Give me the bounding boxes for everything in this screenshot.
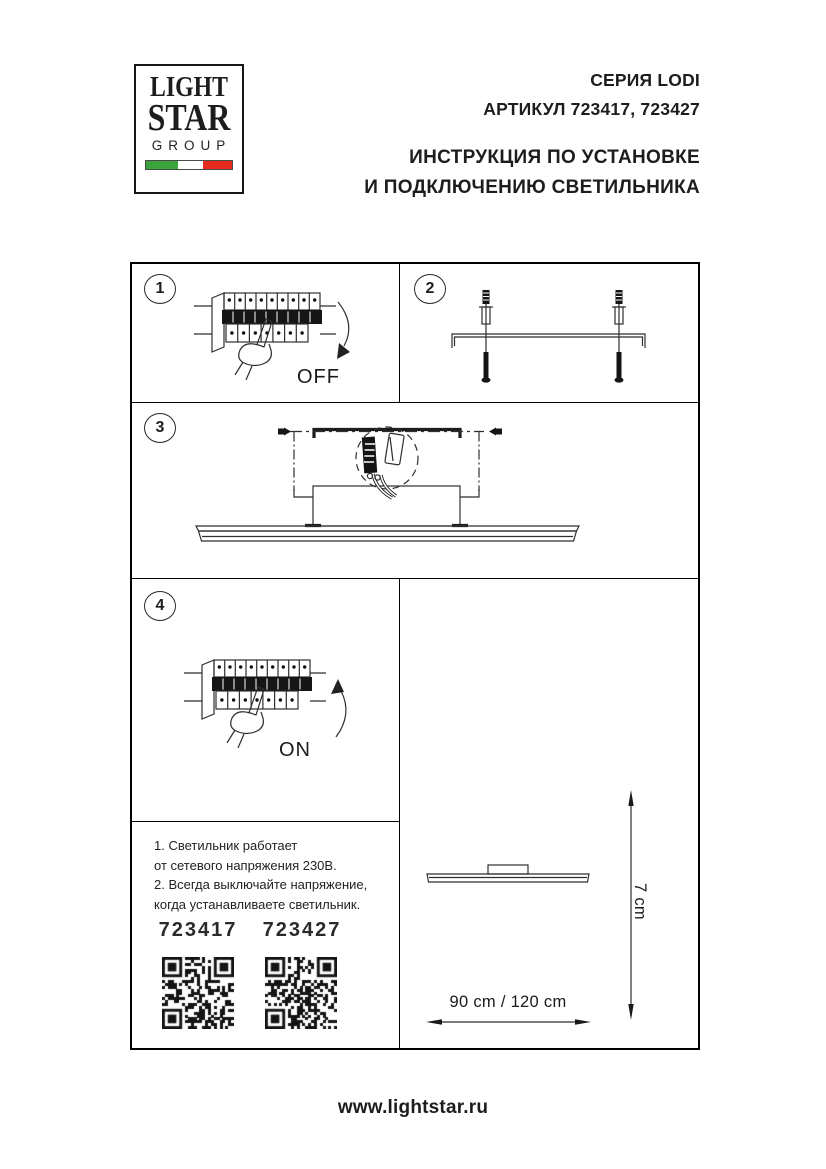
step4-number-badge: 4: [144, 591, 176, 621]
logo-word-light: LIGHT: [150, 71, 228, 103]
document-header: [270, 66, 700, 203]
step3-number-badge: 3: [144, 413, 176, 443]
arrow-down-icon: [337, 302, 350, 359]
terminal-block-detail: [356, 427, 418, 498]
step2-cell: [400, 264, 698, 403]
fixing-screw-left: [278, 428, 291, 436]
flag-white-segment: [178, 161, 203, 169]
notes-cell: [132, 822, 400, 1048]
flag-green-segment: [146, 161, 178, 169]
step1-cell: [132, 264, 400, 403]
fixing-screw-right: [489, 428, 502, 436]
note-line-1: 1. Светильник работает: [154, 838, 298, 853]
step2-number-badge: 2: [414, 274, 446, 304]
article-number-723427: 723427: [262, 919, 342, 941]
dimensions-cell: [400, 579, 698, 1048]
arrow-up-icon: [331, 679, 346, 737]
off-label: OFF: [297, 366, 340, 388]
pointing-hand-icon: [235, 319, 272, 380]
fixture-dimensions-diagram: [400, 579, 696, 1045]
qr-code-723417: [162, 957, 234, 1029]
article-number-723417: 723417: [158, 919, 238, 941]
italian-flag-bar: [145, 160, 233, 170]
qr-code-723427: [265, 957, 337, 1029]
step1-number-badge: 1: [144, 274, 176, 304]
series-title: СЕРИЯ LODI: [590, 70, 700, 90]
pointing-hand-icon: [227, 687, 264, 748]
on-label: ON: [279, 739, 311, 761]
note-line-3: 2. Всегда выключайте напряжение,: [154, 877, 368, 892]
instruction-title-line2: И ПОДКЛЮЧЕНИЮ СВЕТИЛЬНИКА: [364, 177, 700, 198]
note-line-2: от сетевого напряжения 230В.: [154, 857, 337, 873]
width-dimension-label: 90 cm / 120 cm: [449, 993, 567, 1011]
note-line-4: когда устанавливаете светильник.: [154, 896, 361, 912]
step4-cell: [132, 579, 400, 822]
logo-word-group: GROUP: [151, 138, 232, 153]
height-dimension-label: 7 cm: [631, 883, 649, 920]
width-dimension-arrow: [426, 1019, 591, 1024]
anchor-screw-right: [612, 290, 626, 383]
instruction-grid: [130, 262, 700, 1050]
lightstar-logo: [134, 64, 244, 194]
anchor-screw-left: [479, 290, 493, 383]
step3-cell: [132, 403, 698, 579]
footer-url: www.lightstar.ru: [337, 1097, 489, 1118]
logo-word-star: STAR: [147, 97, 231, 139]
article-numbers: АРТИКУЛ 723417, 723427: [483, 99, 700, 119]
instruction-title-line1: ИНСТРУКЦИЯ ПО УСТАНОВКЕ: [409, 147, 700, 168]
safety-notes: [154, 836, 367, 914]
fixture-assembly-diagram: [132, 403, 698, 576]
flag-red-segment: [203, 161, 232, 169]
